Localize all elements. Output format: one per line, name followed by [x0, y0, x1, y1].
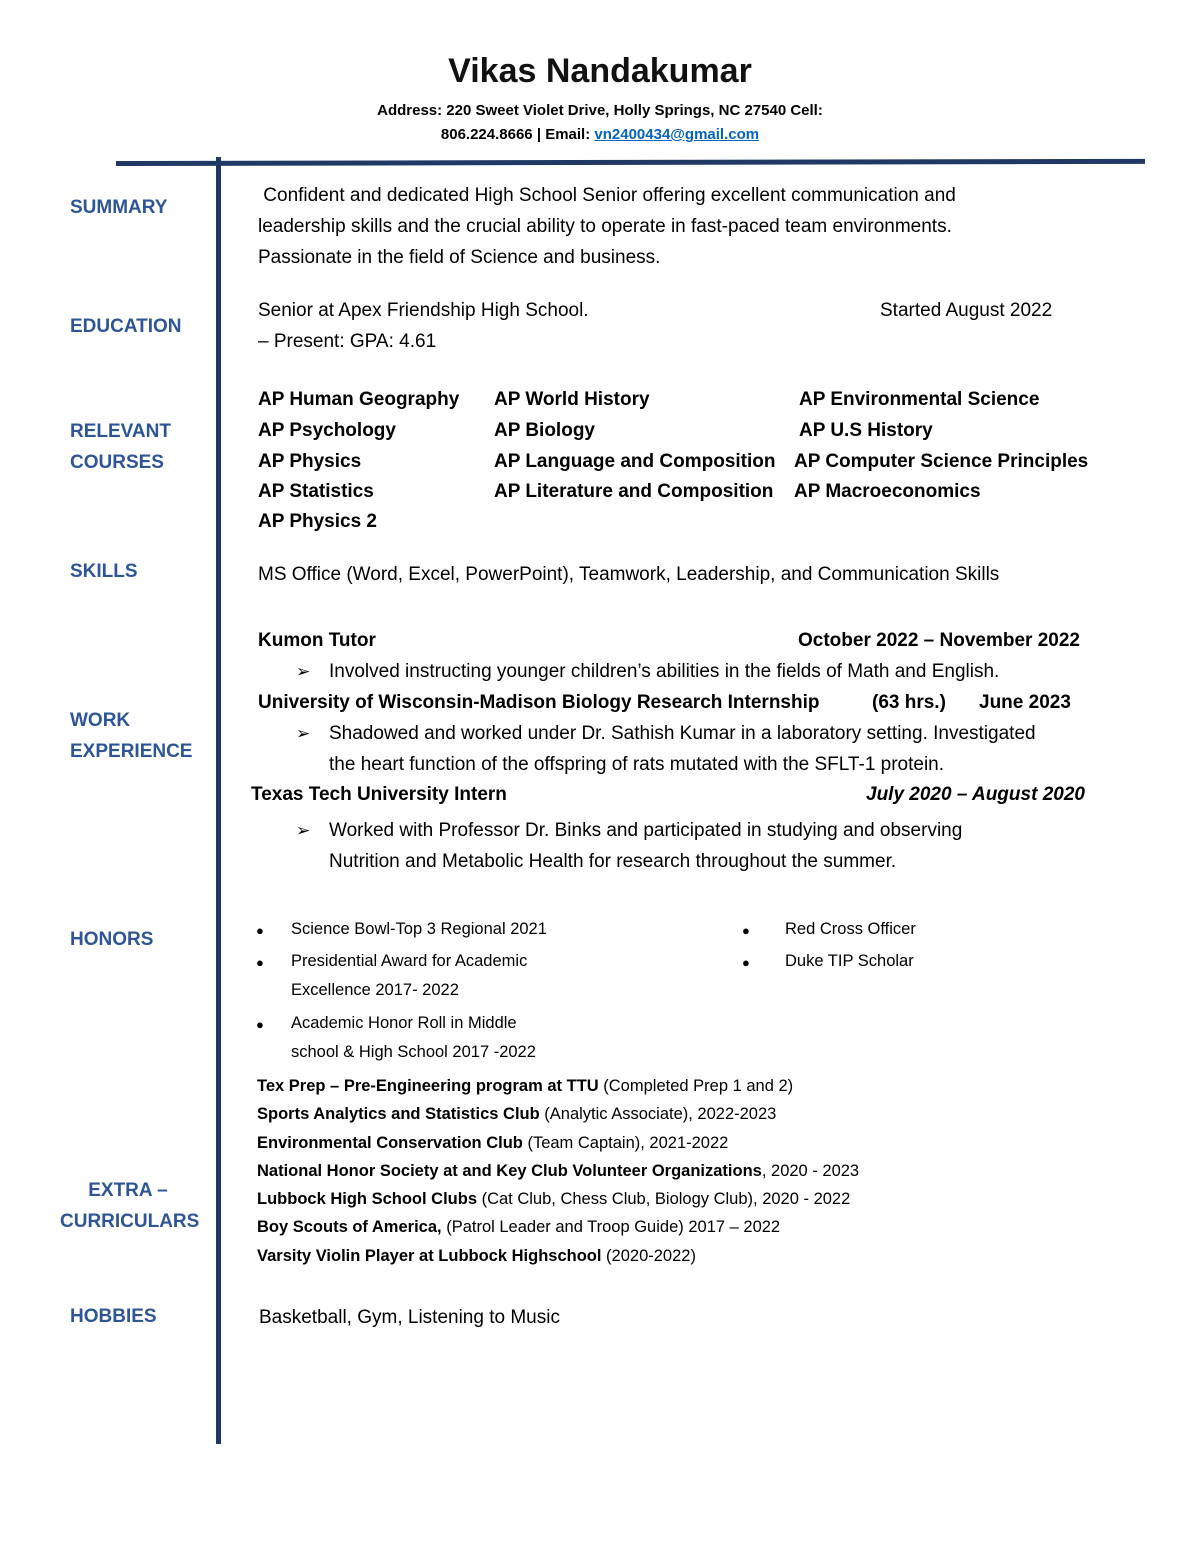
activity-name: Environmental Conservation Club — [257, 1133, 523, 1152]
job-title: Kumon Tutor — [258, 630, 376, 651]
arrow-bullet-icon: ➢ — [296, 662, 311, 681]
job-bullet: Involved instructing younger children’s abilities in the fields of Math and English. — [329, 661, 1000, 682]
arrow-bullet-icon: ➢ — [296, 724, 311, 743]
summary-text — [258, 180, 956, 273]
job-date: October 2022 – November 2022 — [798, 630, 1080, 651]
summary-line1-a: Confident and dedicated — [263, 185, 470, 206]
education-school: Senior at Apex Friendship High School. — [258, 300, 589, 321]
heading-extra-line1: EXTRA – — [88, 1180, 168, 1201]
honor-line: Academic Honor Roll in Middle — [291, 1014, 517, 1032]
phone-number: 806.224.8666 — [440, 126, 533, 143]
heading-work-experience — [70, 705, 192, 767]
heading-relevant-line1: RELEVANT — [70, 421, 171, 442]
column-divider — [216, 157, 221, 1444]
heading-work-line1: WORK — [70, 710, 131, 731]
email-label: | Email: — [536, 126, 591, 143]
activity-detail: (Cat Club, Chess Club, Biology Club), 2020 - 2022 — [477, 1190, 851, 1209]
contact-phone-email-line — [0, 126, 1200, 143]
activity-name: Sports Analytics and Statistics Club — [257, 1105, 540, 1124]
course-item: AP Literature and Composition — [494, 481, 774, 502]
activity-name: Lubbock High School Clubs — [257, 1190, 477, 1209]
activity-name: Varsity Violin Player at Lubbock Highschool — [257, 1246, 602, 1265]
honor-line: Excellence 2017- 2022 — [291, 981, 459, 999]
job-bullet — [329, 718, 1036, 780]
bullet-icon: ● — [256, 923, 264, 938]
heading-honors: HONORS — [70, 929, 154, 950]
extracurricular-list — [257, 1072, 859, 1270]
course-item: AP Human Geography — [258, 389, 460, 410]
heading-summary: SUMMARY — [70, 197, 168, 218]
honor-line: Presidential Award for Academic — [291, 952, 528, 970]
honor-item — [291, 947, 527, 1005]
activity-name: National Honor Society at and Key Club Volunteer Organizations — [257, 1161, 762, 1180]
activity-detail: (Team Captain), 2021-2022 — [522, 1133, 729, 1152]
honor-item: Science Bowl-Top 3 Regional 2021 — [291, 920, 547, 938]
honor-item — [291, 1009, 536, 1067]
list-item — [257, 1242, 859, 1270]
summary-line-3: Passionate in the field of Science and business. — [258, 247, 661, 268]
heading-extra-line2: CURRICULARS — [60, 1211, 200, 1232]
heading-hobbies: HOBBIES — [70, 1306, 157, 1327]
skills-text: MS Office (Word, Excel, PowerPoint), Teamwork, Leadership, and Communication Skills — [258, 564, 1000, 585]
hobbies-text: Basketball, Gym, Listening to Music — [259, 1307, 560, 1328]
job-bullet-line: Nutrition and Metabolic Health for research throughout the summer. — [329, 851, 897, 872]
bullet-icon: ● — [256, 1017, 264, 1032]
honor-item: Duke TIP Scholar — [785, 952, 914, 970]
heading-skills: SKILLS — [70, 561, 138, 582]
heading-work-line2: EXPERIENCE — [70, 741, 193, 762]
summary-line1-b: High School Senior — [474, 185, 638, 206]
education-started: Started August 2022 — [880, 300, 1053, 321]
heading-education: EDUCATION — [70, 316, 182, 337]
honor-line: school & High School 2017 -2022 — [291, 1043, 536, 1061]
course-item: AP Physics — [258, 451, 362, 472]
summary-line1-c: offering excellent communication and — [642, 185, 956, 206]
activity-detail: (Completed Prep 1 and 2) — [598, 1077, 794, 1095]
list-item — [257, 1100, 859, 1128]
list-item — [257, 1213, 859, 1241]
arrow-bullet-icon: ➢ — [296, 821, 311, 840]
job-bullet-line: Shadowed and worked under Dr. Sathish Kumar in a laboratory setting. Investigated — [329, 723, 1036, 744]
course-item: AP Biology — [494, 420, 595, 441]
job-bullet-line: the heart function of the offspring of rats mutated with the SFLT-1 protein. — [329, 754, 945, 775]
activity-detail: (Analytic Associate), 2022-2023 — [539, 1105, 777, 1124]
education-present-gpa: – Present: GPA: 4.61 — [258, 331, 437, 352]
summary-line-1 — [258, 180, 956, 211]
activity-name: Tex Prep – Pre-Engineering program at TTU — [257, 1077, 599, 1095]
course-item: AP Computer Science Principles — [794, 451, 1089, 472]
course-item: AP Language and Composition — [494, 451, 776, 472]
activity-name: Boy Scouts of America, — [257, 1218, 442, 1237]
contact-address-line: Address: 220 Sweet Violet Drive, Holly Springs, NC 27540 Cell: — [377, 102, 823, 119]
activity-detail: , 2020 - 2023 — [761, 1161, 860, 1180]
email-link[interactable]: vn2400434@gmail.com — [594, 126, 760, 143]
heading-extracurriculars — [60, 1175, 200, 1237]
list-item — [257, 1185, 859, 1213]
list-item — [257, 1157, 859, 1185]
bullet-icon: ● — [742, 955, 750, 970]
course-item: AP World History — [494, 389, 650, 410]
course-item: AP Physics 2 — [258, 511, 378, 532]
honor-item: Red Cross Officer — [785, 920, 916, 938]
bullet-icon: ● — [742, 923, 750, 938]
job-title: University of Wisconsin-Madison Biology Research Internship — [258, 692, 820, 713]
activity-detail: (2020-2022) — [601, 1246, 696, 1265]
list-item — [257, 1129, 859, 1157]
job-hours: (63 hrs.) — [872, 692, 946, 713]
summary-line-2: leadership skills and the crucial ability to operate in fast-paced team environments. — [258, 216, 952, 237]
course-item: AP Statistics — [258, 481, 374, 502]
bullet-icon: ● — [256, 955, 264, 970]
job-bullet — [329, 815, 962, 877]
list-item — [257, 1072, 859, 1100]
activity-detail: (Patrol Leader and Troop Guide) 2017 – 2022 — [441, 1218, 781, 1237]
header-divider — [116, 159, 1145, 166]
job-title: Texas Tech University Intern — [251, 784, 507, 805]
heading-relevant-courses — [70, 416, 171, 478]
resume-name: Vikas Nandakumar — [448, 52, 752, 90]
course-item: AP Macroeconomics — [794, 481, 981, 502]
course-item: AP Psychology — [258, 420, 396, 441]
course-item: AP U.S History — [799, 420, 933, 441]
job-date: July 2020 – August 2020 — [866, 784, 1085, 805]
course-item: AP Environmental Science — [799, 389, 1040, 410]
job-bullet-line: Worked with Professor Dr. Binks and participated in studying and observing — [329, 820, 963, 841]
job-date: June 2023 — [979, 692, 1071, 713]
heading-relevant-line2: COURSES — [70, 452, 164, 473]
